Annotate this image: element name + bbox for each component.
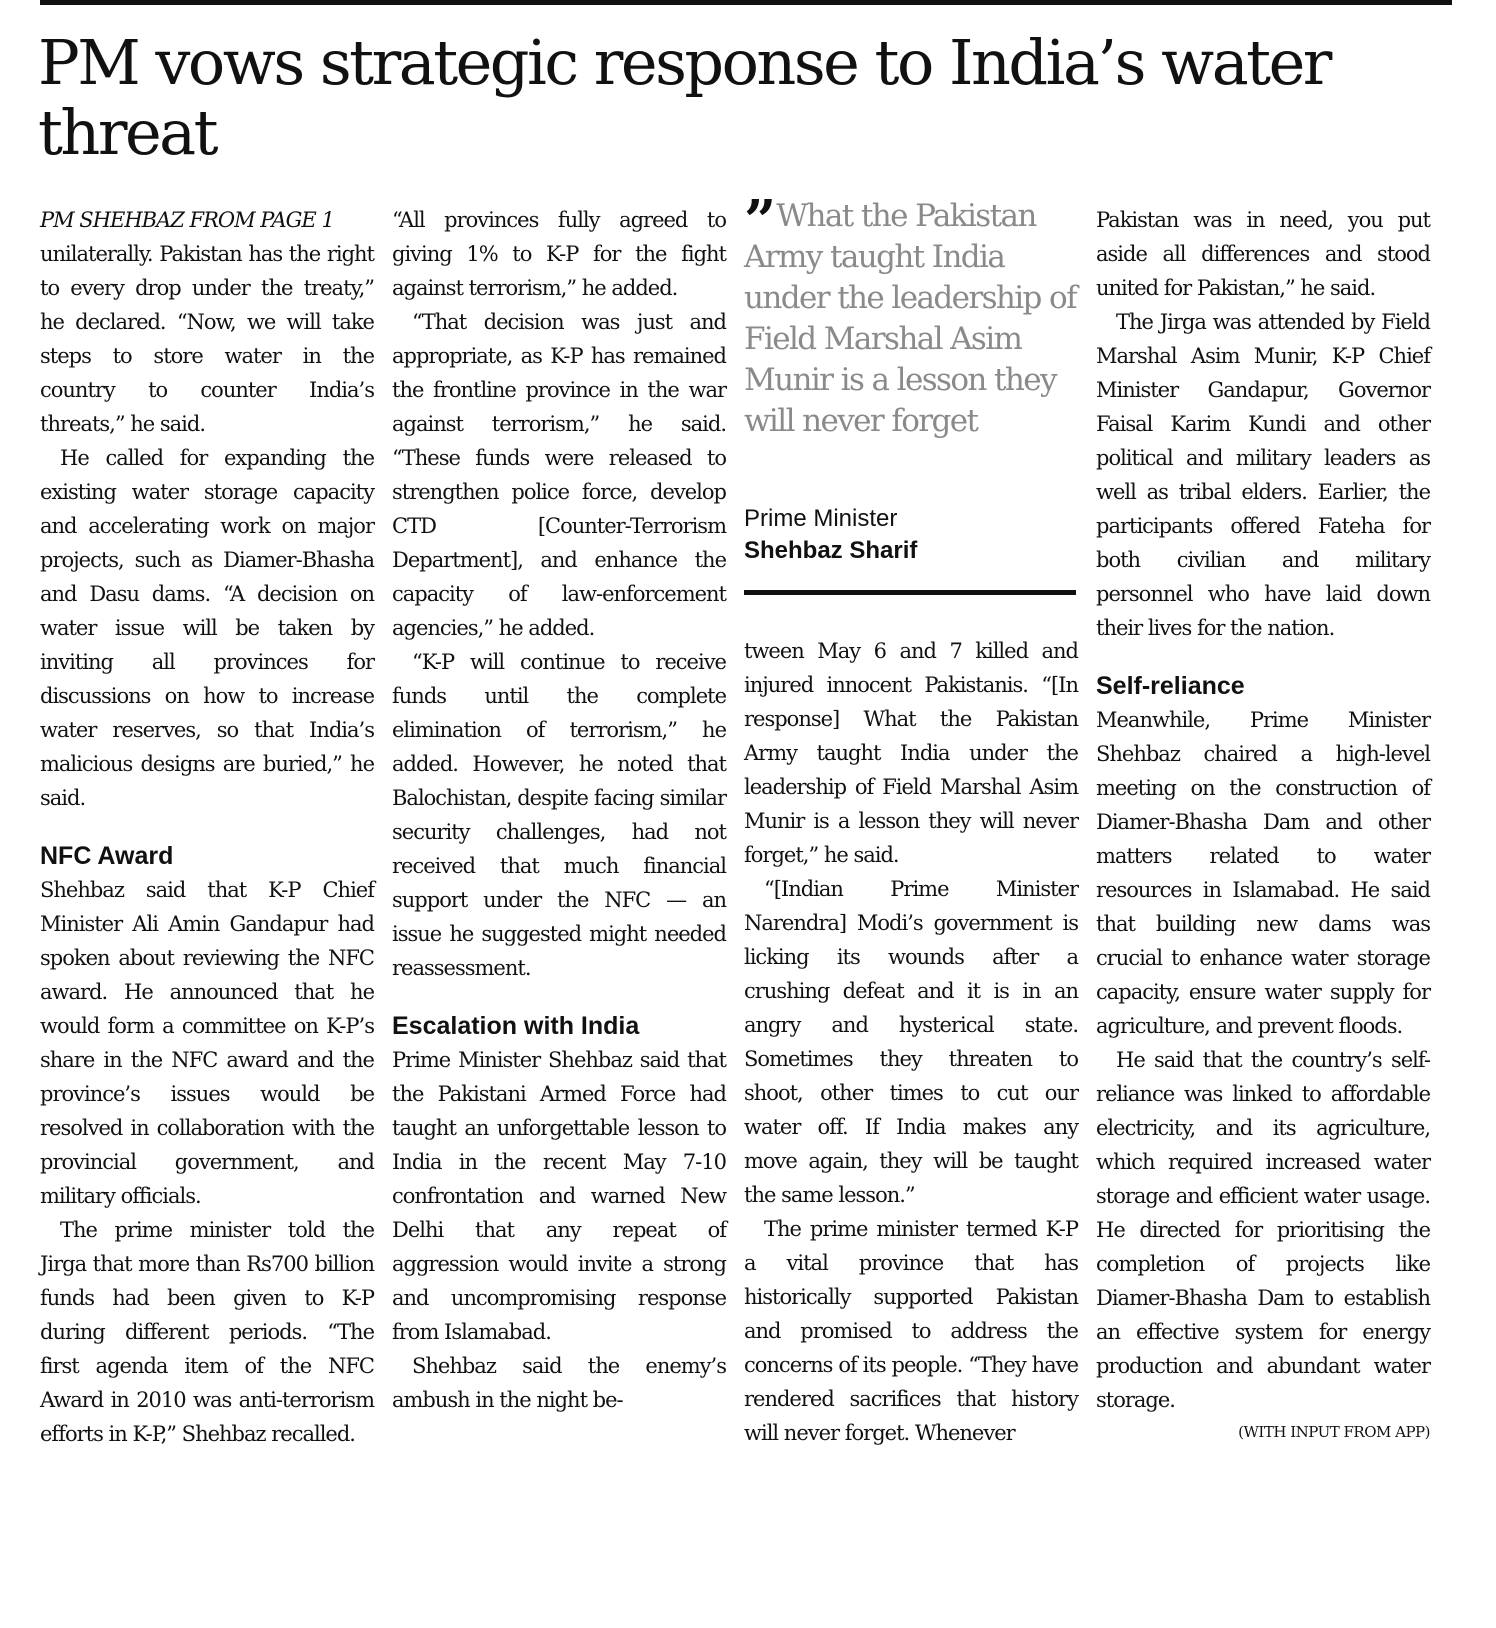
- paragraph: unilaterally. Pakistan has the right to every drop under the treaty,” he declared. “Now, we will take steps to store water in the country to counter India’s threats,” he said.: [40, 242, 374, 436]
- pull-quote: [744, 188, 1084, 442]
- article-column-2: [392, 203, 726, 1417]
- paragraph: Pakistan was in need, you put aside all differences and stood united for Pakistan,” he said.: [1096, 208, 1430, 300]
- paragraph: The Jirga was attended by Field Marshal Asim Munir, K-P Chief Minister Gandapur, Governor Faisal Karim Kundi and other political and military leaders as well as tribal elders. Earlier, the participants offered Fateha for both civilian and military personnel who have laid down their lives for the nation.: [1096, 310, 1430, 640]
- pull-quote-attribution-name: Shehbaz Sharif: [744, 537, 918, 564]
- paragraph: He said that the country’s self-reliance was linked to affordable electricity, and its agriculture, which required increased water storage and efficient water usage. He directed for prioritising the completion of projects like Diamer-Bhasha Dam to establish an effective system for energy production and abundant water storage.: [1096, 1048, 1430, 1412]
- paragraph: “[Indian Prime Minister Narendra] Modi’s government is licking its wounds after a crushing defeat and it is in an angry and hysterical state. Sometimes they threaten to shoot, other times to cut our water off. If India makes any move again, they will be taught the same lesson.”: [744, 877, 1078, 1207]
- pull-quote-rule: [744, 590, 1076, 595]
- quote-mark-icon: ”: [744, 188, 771, 254]
- subhead-self-reliance: Self-reliance: [1096, 672, 1245, 700]
- paragraph: tween May 6 and 7 killed and injured innocent Pakistanis. “[In response] What the Pakistan Army taught India under the leadership of Field Marshal Asim Munir is a lesson they will never forget,” he said.: [744, 639, 1078, 867]
- paragraph: Prime Minister Shehbaz said that the Pakistani Armed Force had taught an unforgettable lesson to India in the recent May 7-10 confrontation and warned New Delhi that any repeat of aggression would invite a strong and uncompromising response from Islamabad.: [392, 1048, 726, 1344]
- paragraph: Shehbaz said that K-P Chief Minister Ali Amin Gandapur had spoken about reviewing the NFC award. He announced that he would form a committee on K-P’s share in the NFC award and the province’s issues would be resolved in collaboration with the provincial government, and military officials.: [40, 878, 374, 1208]
- pull-quote-attribution-role: Prime Minister: [744, 505, 898, 532]
- subhead-escalation: Escalation with India: [392, 1012, 640, 1040]
- jump-kicker: PM SHEHBAZ FROM PAGE 1: [40, 208, 334, 232]
- paragraph: He called for expanding the existing water storage capacity and accelerating work on major projects, such as Diamer-Bhasha and Dasu dams. “A decision on water issue will be taken by inviting all provinces for discussions on how to increase water reserves, so that India’s malicious designs are buried,” he said.: [40, 446, 374, 810]
- headline: PM vows strategic response to India’s water threat: [38, 26, 1330, 169]
- paragraph: “K-P will continue to receive funds until the complete elimination of terrorism,” he added. However, he noted that Balochistan, despite facing similar security challenges, had not received that much financial support under the NFC — an issue he suggested might needed reassessment.: [392, 650, 726, 980]
- source-credit: (WITH INPUT FROM APP): [1238, 1423, 1430, 1441]
- paragraph: “That decision was just and appropriate, as K-P has remained the frontline province in the war against terrorism,” he said. “These funds were released to strengthen police force, develop CTD [Counter-Terrorism Department], and enhance the capacity of law-enforcement agencies,” he added.: [392, 310, 726, 640]
- paragraph: Shehbaz said the enemy’s ambush in the night be-: [392, 1354, 726, 1412]
- paragraph: The prime minister told the Jirga that more than Rs700 billion funds had been given to K-P during different periods. “The first agenda item of the NFC Award in 2010 was anti-terrorism efforts in K-P,” Shehbaz recalled.: [40, 1218, 374, 1446]
- paragraph: The prime minister termed K-P a vital province that has historically supported Pakistan and promised to address the concerns of its people. “They have rendered sacrifices that history will never forget. Whenever: [744, 1217, 1078, 1445]
- paragraph: “All provinces fully agreed to giving 1% to K-P for the fight against terrorism,” he added.: [392, 208, 726, 300]
- article-column-1: [40, 203, 374, 1451]
- pull-quote-text: What the Pakistan Army taught India under the leadership of Field Marshal Asim Munir is a lesson they will never forget: [744, 198, 1076, 439]
- paragraph: Meanwhile, Prime Minister Shehbaz chaired a high-level meeting on the construction of Diamer-Bhasha Dam and other matters related to water resources in Islamabad. He said that building new dams was crucial to enhance water storage capacity, ensure water supply for agriculture, and prevent floods.: [1096, 708, 1430, 1038]
- top-rule: [40, 0, 1452, 5]
- article-column-4: [1096, 203, 1430, 1445]
- subhead-nfc-award: NFC Award: [40, 842, 174, 870]
- article-column-3: [744, 634, 1078, 1450]
